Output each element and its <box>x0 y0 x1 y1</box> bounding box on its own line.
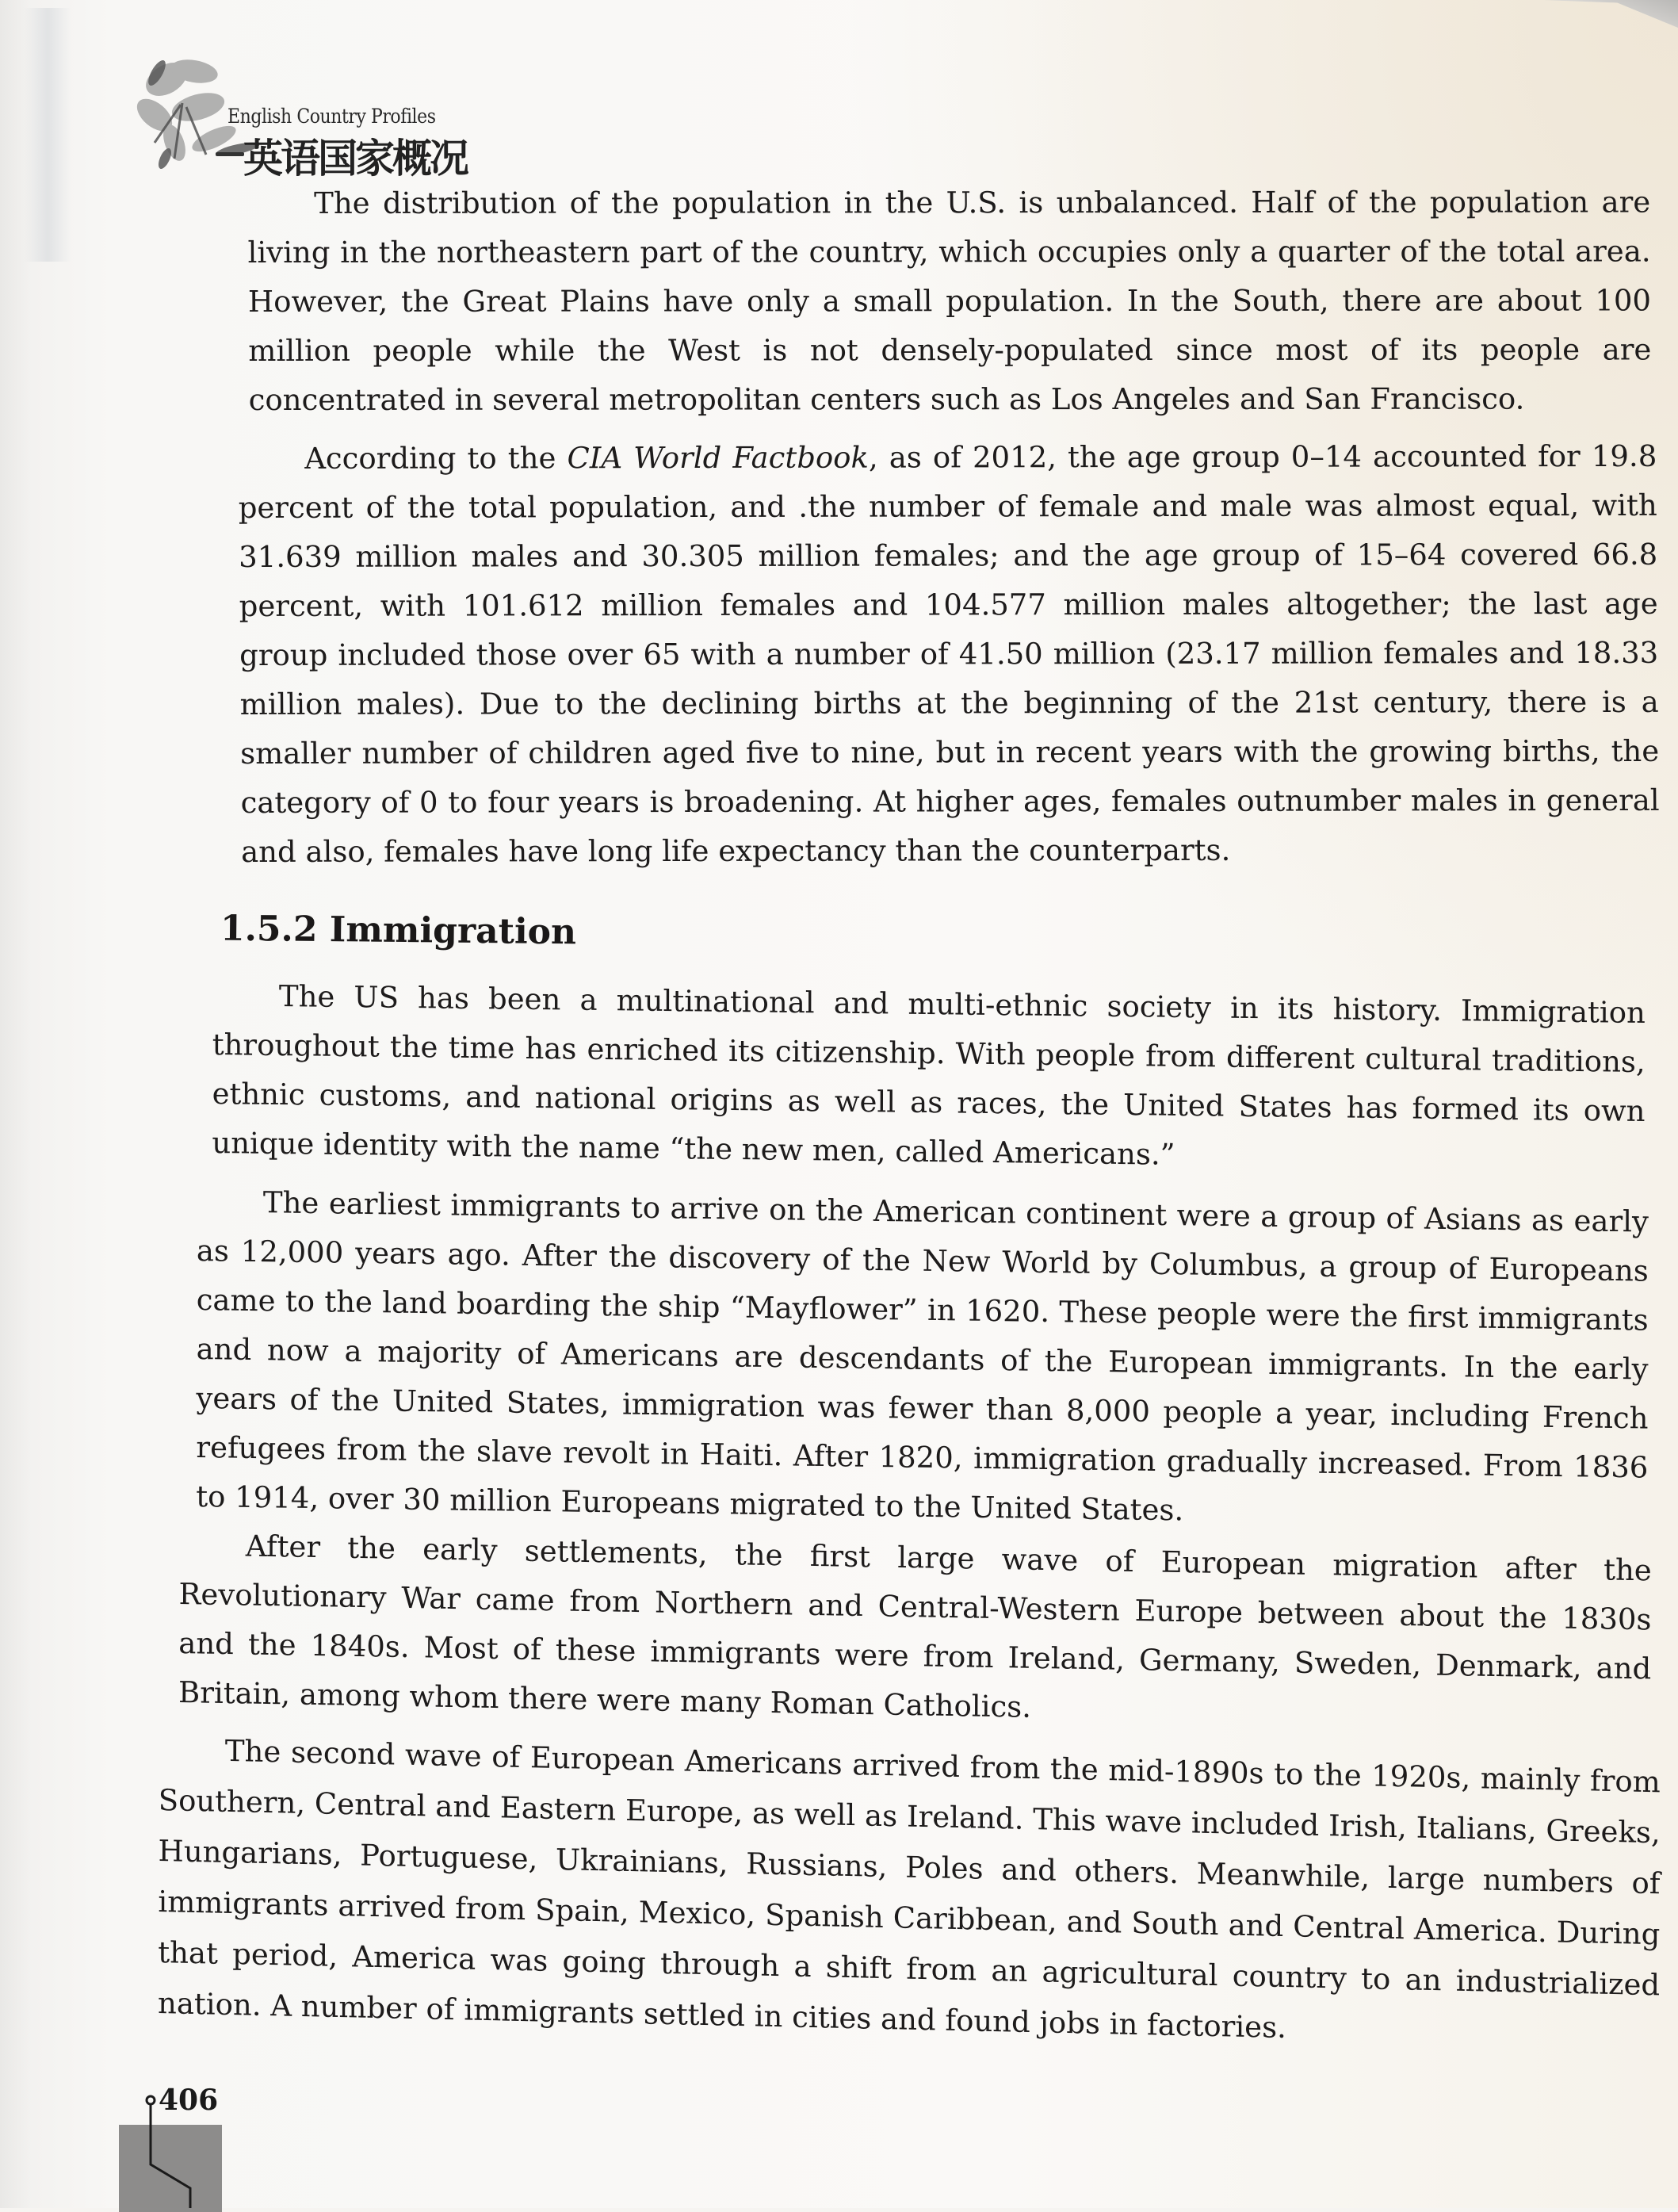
paragraph-text: The distribution of the population in the U.S. is unbalanced. Half of the population are living in the northeastern part of the country, which occupies only a quarter of the total area. However, the Great Plains have only a small population. In the South, there are about 100 million people while the West is not densely-populated since most of its people are concentrated in several metropolitan centers such as Los Angeles and San Francisco. <box>247 185 1652 417</box>
page-number: 406 <box>159 2084 219 2117</box>
paragraph-second-wave <box>158 1724 1661 2061</box>
paragraph-text: After the early settlements, the first large wave of European migration after the Revolutionary War came from Northern and Central-Western Europe between about the 1830s and the 1840s. Most of these immigrants were from Ireland, Germany, Sweden, Denmark, and Britain, among whom there were many Roman Catholics. <box>178 1529 1652 1724</box>
paragraph-text: The second wave of European Americans arrived from the mid-1890s to the 1920s, mainly from Southern, Central and Eastern Europe, as well as Ireland. This wave included Irish, Italians, Greeks, Hungarians, Portuguese, Ukrainians, Russians, Poles and others. Meanwhile, large numbers of immigrants arrived from Spain, Mexico, Spanish Caribbean, and South and Central America. During that period, America was going through a shift from an agricultural country to an industrialized nation. A number of immigrants settled in cities and found jobs in factories. <box>158 1733 1661 2046</box>
paragraph-text: The earliest immigrants to arrive on the American continent were a group of Asians as early as 12,000 years ago. After the discovery of the New World by Columbus, a group of Europeans came to the land boarding the ship “Mayflower” in 1620. These people were the first immigrants and now a majority of Americans are descendants of the European immigrants. In the early years of the United States, immigration was fewer than 8,000 people a year, including French refugees from the slave revolt in Haiti. After 1820, immigration gradually increased. From 1836 to 1914, over 30 million Europeans migrated to the United States. <box>196 1185 1649 1528</box>
paragraph-multiethnic-society <box>212 971 1646 1185</box>
paragraph-population-distribution <box>247 178 1652 425</box>
paragraph-first-wave <box>178 1521 1652 1743</box>
binding-shade <box>24 8 71 262</box>
logo-dash <box>216 152 244 156</box>
paragraph-earliest-immigrants <box>196 1177 1649 1542</box>
page-footer <box>119 2077 277 2208</box>
book-title-english: English Country Profiles <box>227 105 436 128</box>
paragraph-age-groups <box>238 432 1660 877</box>
text-run: According to the <box>304 441 568 476</box>
paragraph-text <box>238 432 1660 877</box>
page-corner-shadow <box>1543 0 1678 28</box>
book-title-chinese: 英语国家概况 <box>243 136 467 182</box>
text-run: , as of 2012, the age group 0–14 accounted for 19.8 percent of the total population, and .the number of female and male was almost equal, with 31.639 million males and 30.305 million females; and the age group of 15–64 covered 66.8 percent, with 101.612 million females and 104.577 million males altogether; the last age group included those over 65 with a number of 41.50 million (23.17 million females and 18.33 million males). Due to the declining births at the beginning of the 21st century, there is a smaller number of children aged five to nine, but in recent years with the growing births, the category of 0 to four years is broadening. At higher ages, females outnumber males in general and also, females have long life expectancy than the counterparts. <box>238 438 1660 869</box>
section-heading-immigration: 1.5.2 Immigration <box>220 908 577 953</box>
book-header-logo <box>119 48 531 182</box>
cia-factbook-title: CIA World Factbook <box>567 440 870 476</box>
paragraph-text: The US has been a multinational and multi-ethnic society in its history. Immigration throughout the time has enriched its citizenship. With people from different cultural traditions, ethnic customs, and national origins as well as races, the United States has formed its own unique identity with the name “the new men, called Americans.” <box>212 979 1646 1172</box>
